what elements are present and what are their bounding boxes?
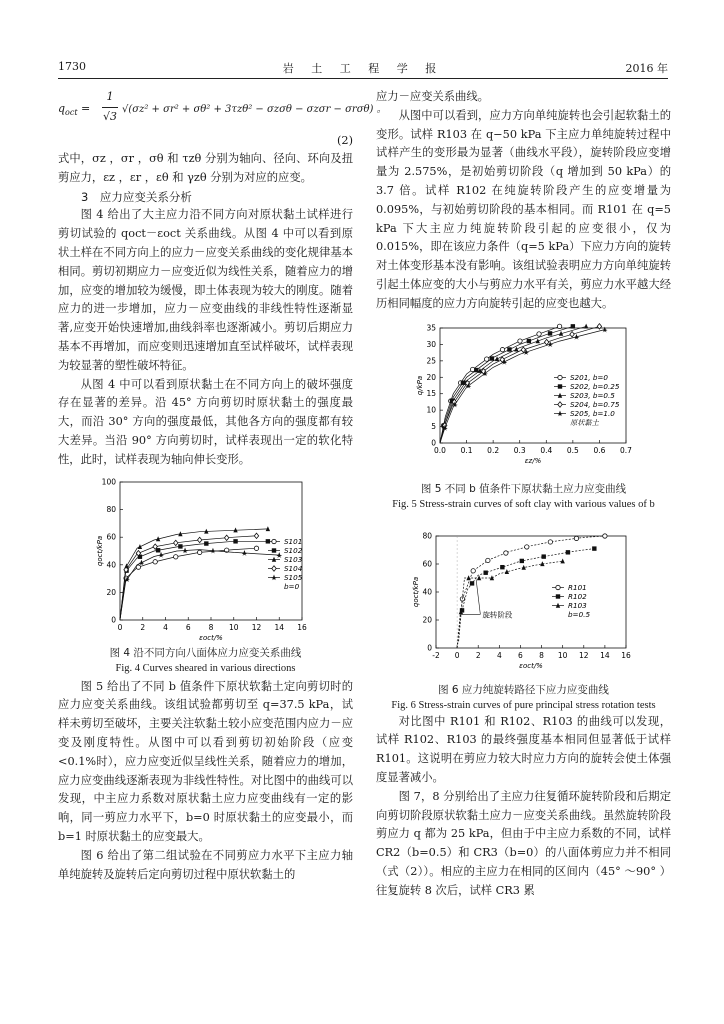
y-tick-label: 5 [431, 421, 436, 431]
data-point [542, 554, 546, 558]
data-point [592, 546, 596, 550]
series-line-s103 [120, 528, 268, 619]
y-tick-label: 60 [106, 532, 116, 542]
legend-label: b=0.5 [568, 609, 591, 619]
annotation-leader [476, 579, 480, 614]
paragraph: 应力－应变关系曲线。 [376, 90, 489, 103]
equation-body: √(σz² + σr² + σθ² + 3τzθ² − σzσθ − σzσr − σrσθ) 。 [122, 104, 387, 115]
data-point [548, 539, 552, 543]
paragraph: 对比图中 R101 和 R102、R103 的曲线可以发现，试样 R102、R103 的最终强度基本相同但显著低于试样 R101。这说明在剪应力较大时应力方向的旋转会使土体强度显著减小。 [376, 714, 671, 784]
legend-marker [556, 585, 560, 589]
series-line-r103 [457, 561, 563, 648]
legend-label: S205, b=1.0 [570, 408, 615, 418]
paragraph: 图 5 给出了不同 b 值条件下原状软黏土定向剪切时的应力应变关系曲线。该组试验都剪切至 q=37.5 kPa，试样未剪切至破坏，主要关注软黏土较小应变范围内应力－应变及刚度特性。从图中可以看到剪切初始阶段（应变<0.1%时），应力应变近似呈线性关系，随着应力的增加，应力应变曲线逐渐表现为非线性特性。对比图中的曲线可以发现，中主应力系数对原状黏土应力应变曲线有一定的影响，同一剪应力水平下，b=0 时原状黏土的应变最小，而 b=1 时原状黏土的应变最大。 [58, 679, 353, 843]
legend-marker [558, 401, 562, 406]
data-point [158, 551, 164, 557]
y-tick-label: 25 [426, 355, 436, 365]
figure-caption: 图 6 应力纯旋转路径下应力应变曲线 [438, 683, 609, 696]
data-point [153, 559, 157, 563]
data-point [471, 568, 475, 572]
y-axis-label: qoct/kPa [96, 535, 104, 566]
y-tick-label: 10 [426, 405, 436, 415]
year: 2016 年 [625, 62, 668, 75]
y-tick-label: 0 [431, 438, 436, 448]
x-tick-label: 8 [208, 622, 214, 632]
paragraph: 式中，σz ，σr ，σθ 和 τzθ 分别为轴向、径向、环向及扭剪应力，εz ，εr ，εθ 和 γzθ 分别为对应的应变。 [58, 152, 353, 184]
y-tick-label: 0 [427, 643, 432, 653]
data-point [254, 546, 258, 550]
legend-label: S203, b=0.5 [570, 390, 615, 400]
data-point [254, 533, 258, 538]
legend-marker [272, 565, 276, 570]
data-point [527, 338, 531, 342]
data-point [483, 570, 487, 574]
x-tick-label: 0.5 [566, 445, 579, 455]
legend-label: S104 [284, 563, 303, 573]
legend-label: S105 [284, 572, 303, 582]
x-tick-label: 10 [228, 622, 239, 632]
y-tick-label: 20 [422, 615, 432, 625]
data-point [602, 326, 608, 332]
y-axis-label: qoct/kPa [412, 576, 420, 607]
figure-6-chart [376, 530, 671, 675]
figure-caption-en: Fig. 6 Stress-strain curves of pure principal stress rotation tests [391, 699, 656, 711]
x-tick-label: 10 [557, 650, 568, 660]
figure-5-chart [376, 322, 671, 472]
legend-marker [558, 384, 562, 388]
paragraph: 图 4 给出了大主应力沿不同方向对原状黏土试样进行剪切试验的 qoct－εoct 关系曲线。从图 4 中可以看到原状土样在不同方向上的应力－应变关系曲线的变化规律基本相同。剪切初期应力－应变近似为线性关系，随着应力的增加，应变的增加较为缓慢，即土体表现为较大的刚度。随着应力的进一步增加，应力－应变曲线的非线性特性逐渐显著,应变开始快速增加,曲线斜率也逐渐减小。剪切后期应力基本不再增加，而应变则迅速增加直至试样破坏，试样表现为较显著的塑性破坏特征。 [58, 208, 353, 372]
legend-label: R103 [568, 600, 587, 610]
data-point [574, 333, 580, 339]
x-axis-label: εoct/% [519, 661, 543, 670]
data-point [138, 544, 142, 549]
data-point [204, 541, 208, 545]
legend-label: S204, b=0.75 [570, 399, 620, 409]
paragraph: 从图中可以看到，应力方向单纯旋转也会引起软黏土的变形。试样 R103 在 q−50 kPa 下主应力单纯旋转过程中试样产生的变形最为显著（曲线水平段），旋转阶段应变增量为 2.575%，是初始剪切阶段（q 增加到 50 kPa）的 3.7 倍。试样 R102 在纯旋转阶段产生的应变增量为 0.095%，与初始剪切阶段的基本相同。而 R101 在 q=5 kPa 下大主应力纯旋转阶段引起的应变很小，仅为 0.015%，即在该应力条件（q=5 kPa）下应力方向的旋转对土体变形基本没有影响。该组试验表明应力方向单纯旋转引起土体应变的大小与剪应力水平有关，剪应力水平越大经历相同幅度的应力方向旋转引起的应变也越大。 [376, 108, 671, 310]
data-point [557, 324, 561, 328]
right-column [376, 88, 671, 901]
data-point [484, 356, 488, 360]
x-tick-label: 0.2 [487, 445, 500, 455]
data-point [178, 544, 182, 548]
paragraph: 图 6 给出了第二组试验在不同剪应力水平下主应力轴单纯旋转及旋转后定向剪切过程中原状软黏土的 [58, 848, 353, 881]
data-point [490, 356, 494, 360]
x-tick-label: 0.6 [593, 445, 606, 455]
page-number: 1730 [58, 60, 86, 73]
x-axis-label: εoct/% [199, 633, 223, 642]
figure-caption-en: Fig. 5 Stress-strain curves of soft clay with various values of b [392, 498, 655, 510]
data-point [560, 558, 564, 563]
data-point [466, 575, 470, 580]
legend-label: S102 [284, 545, 303, 555]
legend-label: R101 [568, 582, 587, 592]
figure-caption: 图 5 不同 b 值条件下原状黏土应力应变曲线 [420, 482, 627, 495]
legend-label: S201, b=0 [570, 372, 609, 382]
data-point [518, 338, 522, 342]
data-point [521, 347, 525, 352]
paragraph: 图 7，8 分别给出了主应力往复循环旋转阶段和后期定向剪切阶段原状软黏土应力－应变关系曲线。虽然旋转阶段剪应力 q 都为 25 kPa，但由于中主应力系数的不同，试样 CR2（b=0.5）和 CR3（b=0）的八面体剪应力并不相同（式（2））。相应的主应力在相同的区间内（45° ～90° ）往复旋转 8 次后，试样 CR3 累 [376, 789, 671, 897]
x-tick-label: 0 [117, 622, 123, 632]
legend-label: S101 [284, 536, 303, 546]
journal-title: 岩 土 工 程 学 报 [282, 62, 444, 75]
y-tick-label: 0 [111, 615, 116, 625]
y-tick-label: 60 [422, 559, 432, 569]
equation-2 [58, 88, 387, 132]
data-point [504, 550, 508, 554]
data-point [584, 323, 588, 328]
figure-caption-en: Fig. 4 Curves sheared in various directions [115, 662, 296, 674]
x-tick-label: 0.0 [434, 445, 446, 455]
legend-label: R102 [568, 591, 587, 601]
y-tick-label: 20 [106, 587, 116, 597]
data-point [571, 324, 575, 328]
x-axis-label: εz/% [524, 456, 542, 465]
data-point [233, 539, 237, 543]
legend-marker [556, 594, 560, 598]
x-tick-label: 4 [496, 650, 502, 660]
figure-4 [58, 476, 353, 646]
legend-marker [272, 539, 276, 543]
data-point [514, 346, 518, 351]
data-point [197, 550, 201, 554]
figure-6 [376, 530, 671, 675]
y-tick-label: 35 [426, 323, 436, 333]
data-point [156, 548, 160, 552]
x-tick-label: 0.4 [540, 445, 553, 455]
y-tick-label: 40 [106, 559, 116, 569]
x-tick-label: 0.3 [513, 445, 526, 455]
x-tick-label: 16 [297, 622, 307, 632]
x-tick-label: 0.1 [460, 445, 473, 455]
equation-number: (2) [336, 134, 353, 147]
data-point [224, 535, 228, 540]
data-point [174, 540, 178, 545]
data-point [525, 544, 529, 548]
equation-fraction: $\frac{1}{√3}$ [102, 90, 117, 123]
data-point [566, 550, 570, 554]
data-point [570, 331, 574, 336]
x-tick-label: 16 [621, 650, 631, 660]
data-point [537, 331, 541, 335]
equation-lhs: $q_{oct}$ = [58, 102, 91, 118]
legend-label: S202, b=0.25 [570, 381, 620, 391]
plot-frame [436, 536, 626, 648]
y-tick-label: 30 [426, 339, 436, 349]
series-line-s101 [120, 548, 257, 620]
legend-label: b=0 [284, 581, 300, 591]
x-tick-label: 14 [600, 650, 610, 660]
data-point [474, 367, 478, 371]
data-point [603, 533, 607, 537]
x-tick-label: 12 [579, 650, 589, 660]
x-tick-label: -2 [432, 650, 440, 660]
y-tick-label: 80 [422, 531, 432, 541]
data-point [486, 558, 490, 562]
data-point [574, 536, 578, 540]
left-column [58, 88, 387, 884]
running-header [58, 60, 668, 78]
y-axis-label: q/kPa [416, 375, 424, 395]
data-point [544, 339, 548, 344]
figure-5 [376, 322, 671, 472]
y-tick-label: 40 [422, 587, 432, 597]
legend-label: 原状黏土 [570, 417, 599, 427]
x-tick-label: 2 [475, 650, 481, 660]
x-tick-label: 0 [454, 650, 460, 660]
y-tick-label: 80 [106, 504, 116, 514]
x-tick-label: 2 [140, 622, 146, 632]
x-tick-label: 8 [539, 650, 544, 660]
legend-marker [272, 548, 276, 552]
x-tick-label: 0.7 [620, 445, 632, 455]
x-tick-label: 14 [274, 622, 285, 632]
figure-caption: 图 4 沿不同方向八面体应力应变关系曲线 [109, 646, 302, 659]
data-point [139, 559, 145, 565]
y-tick-label: 20 [426, 372, 436, 382]
annotation-label: 旋转阶段 [482, 609, 513, 619]
header-rule [58, 78, 668, 79]
data-point [507, 347, 511, 351]
data-point [500, 565, 504, 569]
figure-4-chart [58, 476, 353, 646]
section-heading: 3 应力应变关系分析 [81, 189, 192, 204]
series-line-s105 [120, 549, 279, 619]
legend-marker [558, 375, 562, 379]
y-tick-label: 15 [426, 388, 436, 398]
y-tick-label: 100 [101, 477, 116, 487]
data-point [174, 554, 178, 558]
x-tick-label: 12 [251, 622, 262, 632]
data-point [548, 331, 552, 335]
data-point [500, 347, 504, 351]
data-point [520, 558, 524, 562]
x-tick-label: 6 [518, 650, 523, 660]
data-point [495, 356, 499, 361]
x-tick-label: 4 [163, 622, 168, 632]
paragraph: 从图 4 中可以看到原状黏土在不同方向上的破坏强度存在显著的差异。沿 45° 方向剪切时原状黏土的强度最大，而沿 30° 方向的强度最低，其他各方向的强度都有较大差异。当沿 90° 方向剪切时，试样表现出一定的软化特性，此时，试样表现为轴向伸长变形。 [58, 377, 353, 466]
data-point [197, 537, 201, 542]
x-tick-label: 6 [185, 622, 191, 632]
data-point [470, 581, 474, 585]
legend-label: S103 [284, 554, 303, 564]
